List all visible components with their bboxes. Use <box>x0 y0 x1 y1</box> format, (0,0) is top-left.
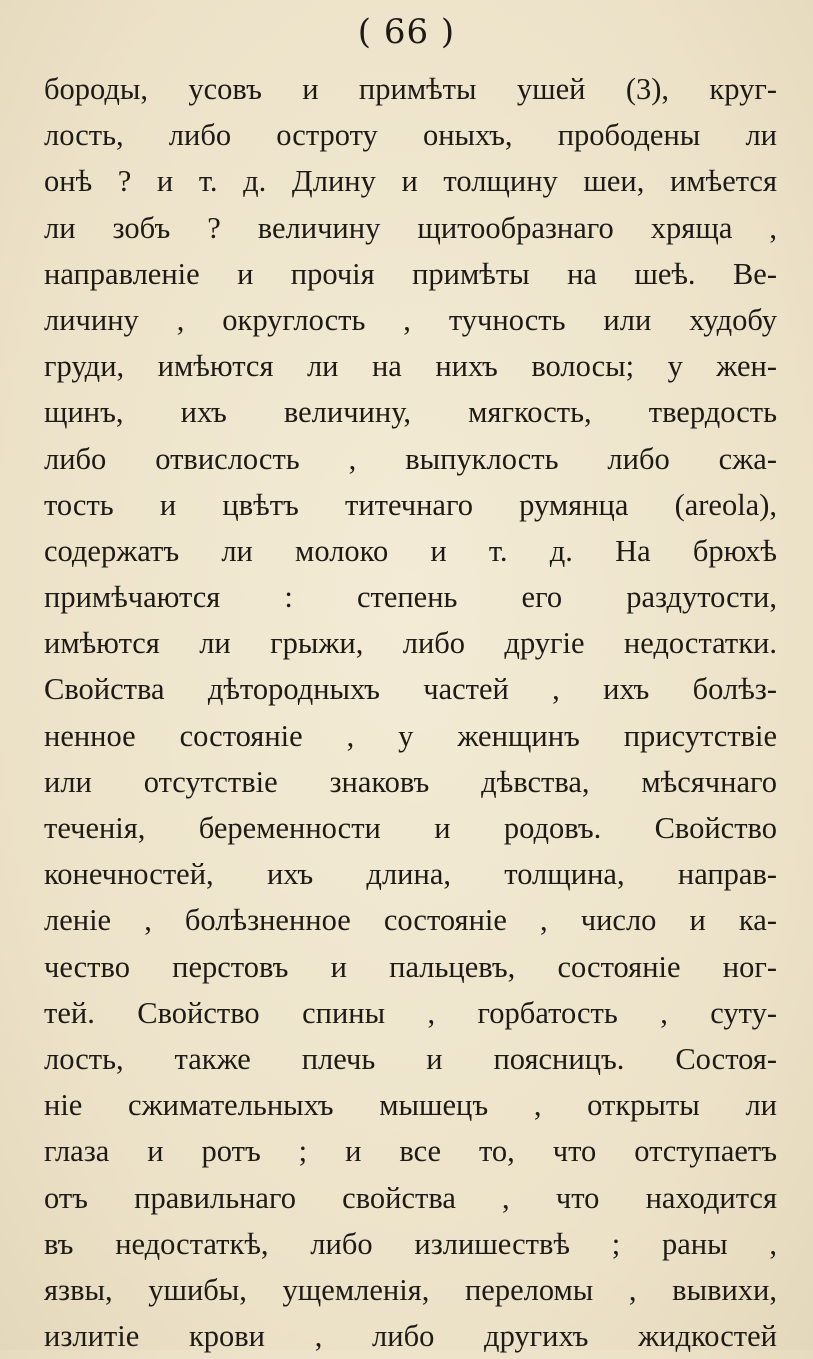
text-line: либо отвислость , выпуклость либо сжа- <box>44 441 777 476</box>
text-line: примѣчаются : степень его раздутости, <box>44 580 777 615</box>
text-line: направленіе и прочія примѣты на шеѣ. Ве- <box>44 256 777 291</box>
text-line: содержатъ ли молоко и т. д. На брюхѣ <box>44 533 777 568</box>
text-line: лость, либо остроту оныхъ, прободены ли <box>44 118 777 153</box>
text-line: имѣются ли грыжи, либо другіе недостатки. <box>44 626 777 661</box>
text-line: чество перстовъ и пальцевъ, состояніе ног- <box>44 949 777 984</box>
text-line: бороды, усовъ и примѣты ушей (3), круг- <box>44 72 777 106</box>
text-line: въ недостаткѣ, либо излишествѣ ; раны , <box>44 1226 777 1261</box>
text-line: ненное состояніе , у женщинъ присутствіе <box>44 718 777 753</box>
text-line: тость и цвѣтъ титечнаго румянца (areola), <box>44 487 777 522</box>
text-line: ніе сжимательныхъ мышецъ , открыты ли <box>44 1088 777 1123</box>
text-line: язвы, ушибы, ущемленія, переломы , вывихи, <box>44 1272 777 1307</box>
text-line: излитіе крови , либо другихъ жидкостей <box>44 1319 777 1354</box>
text-line: теченія, беременности и родовъ. Свойство <box>44 811 777 845</box>
text-line: щинъ, ихъ величину, мягкость, твердость <box>44 395 777 430</box>
text-line: груди, имѣются ли на нихъ волосы; у жен- <box>44 349 777 384</box>
page-number: ( 66 ) <box>357 12 456 52</box>
text-line: Свойства дѣтородныхъ частей , ихъ болѣз- <box>44 672 777 707</box>
text-line: леніе , болѣзненное состояніе , число и ка- <box>44 903 777 938</box>
text-line: онѣ ? и т. д. Длину и толщину шеи, имѣется <box>44 164 777 199</box>
text-line: ли зобъ ? величину щитообразнаго хряща , <box>44 210 777 245</box>
text-line: конечностей, ихъ длина, толщина, направ- <box>44 857 777 892</box>
text-line: личину , округлость , тучность или худобу <box>44 302 777 337</box>
text-line: глаза и ротъ ; и все то, что отступаетъ <box>44 1134 777 1169</box>
text-line: или отсутствіе знаковъ дѣвства, мѣсячнаго <box>44 764 777 799</box>
text-line: тей. Свойство спины , горбатость , суту- <box>44 995 777 1030</box>
text-line: отъ правильнаго свойства , что находится <box>44 1180 777 1215</box>
body-text <box>44 66 777 1359</box>
text-line: лость, также плечь и поясницъ. Состоя- <box>44 1041 777 1076</box>
